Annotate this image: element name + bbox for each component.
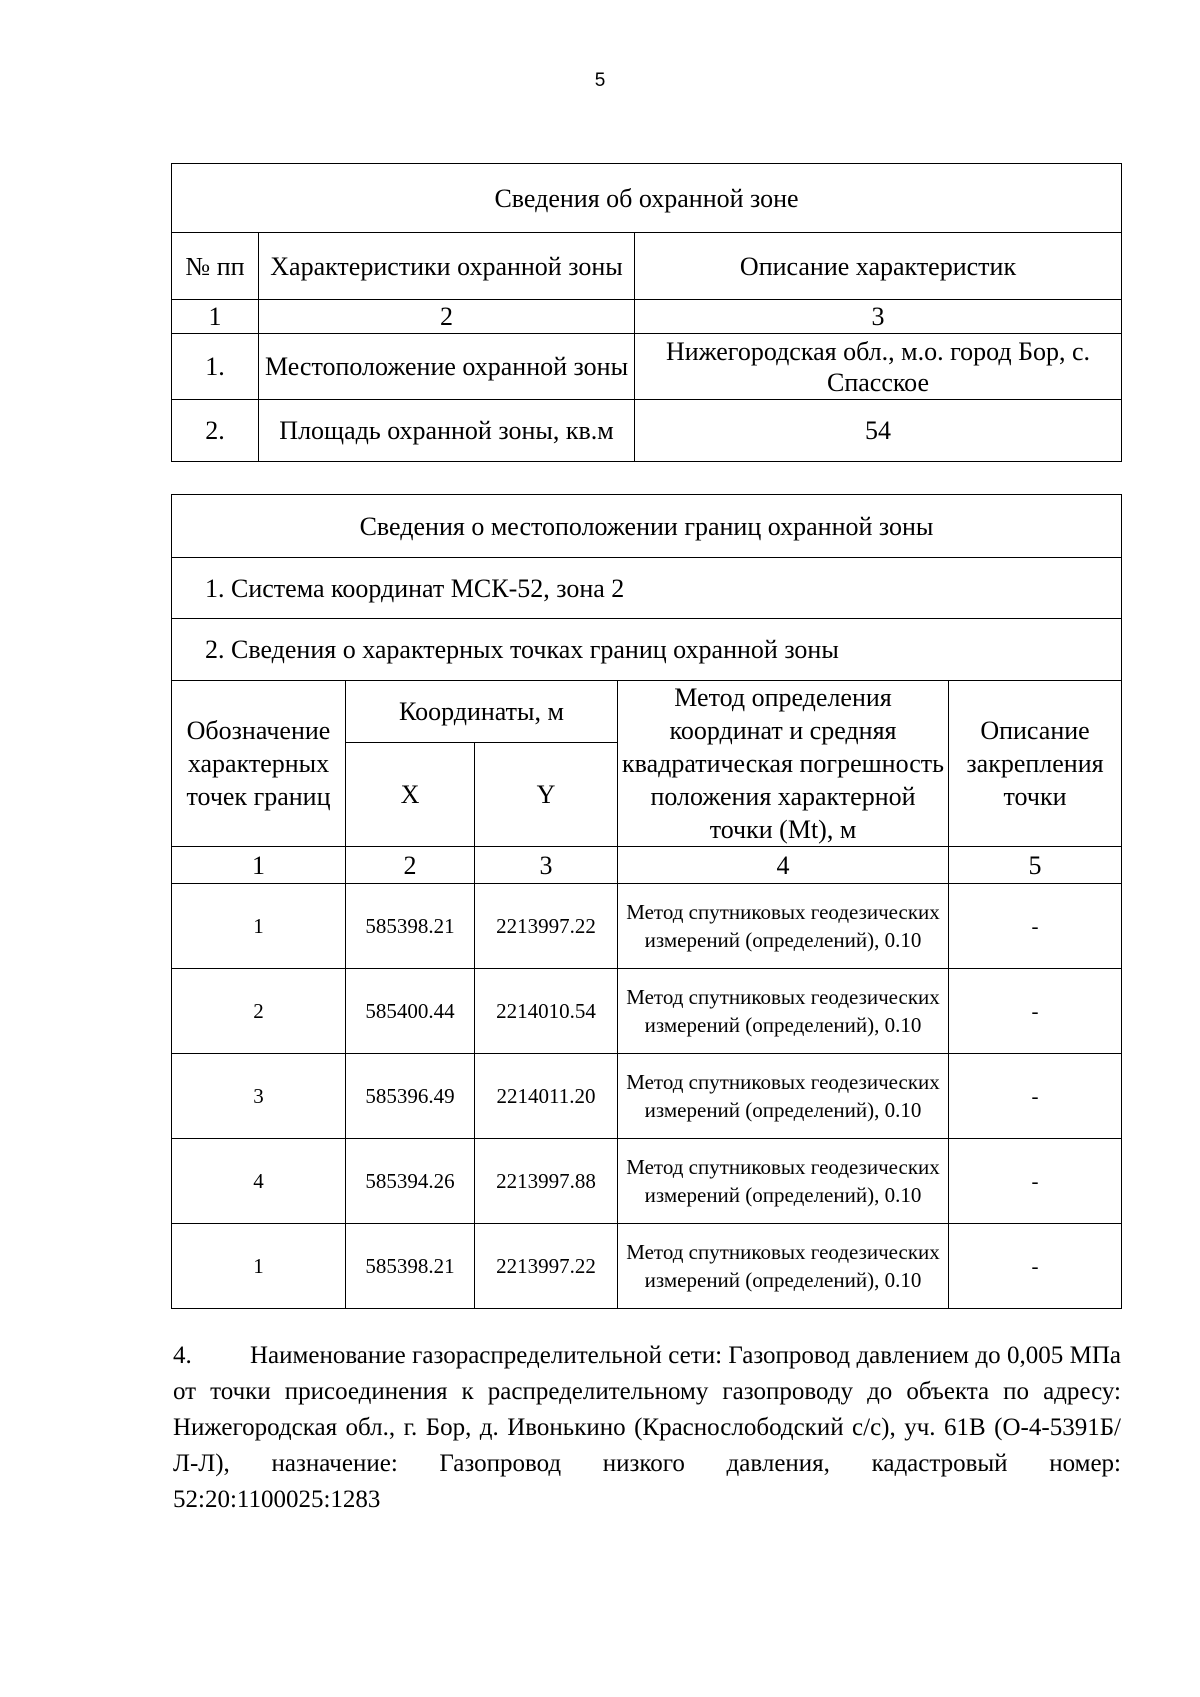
row-characteristic: Местоположение охранной зоны <box>259 334 635 400</box>
point-id: 4 <box>172 1139 346 1224</box>
column-number: 4 <box>618 847 949 884</box>
point-method: Метод спутниковых геодезических измерений (определений), 0.10 <box>618 884 949 969</box>
paragraph-number: 4. <box>173 1342 192 1369</box>
zone-table-title: Сведения об охранной зоне <box>172 164 1122 233</box>
row-description: Нижегородская обл., м.о. город Бор, с. Спасское <box>635 334 1122 400</box>
protection-zone-table <box>171 163 1122 462</box>
column-number: 5 <box>949 847 1122 884</box>
table-row <box>172 1139 1122 1224</box>
point-id: 1 <box>172 884 346 969</box>
points-section-title: 2. Сведения о характерных точках границ охранной зоны <box>172 619 1122 681</box>
column-number: 2 <box>346 847 475 884</box>
header-characteristic: Характеристики охранной зоны <box>259 233 635 300</box>
point-method: Метод спутниковых геодезических измерений (определений), 0.10 <box>618 1139 949 1224</box>
column-number: 1 <box>172 300 259 334</box>
point-id: 3 <box>172 1054 346 1139</box>
header-point: Обозначение характерных точек границ <box>172 681 346 847</box>
header-y: Y <box>475 743 618 847</box>
column-number: 3 <box>635 300 1122 334</box>
table-row <box>172 334 1122 400</box>
header-fixing: Описание закрепления точки <box>949 681 1122 847</box>
point-x: 585396.49 <box>346 1054 475 1139</box>
boundary-table-title: Сведения о местоположении границ охранной зоны <box>172 495 1122 558</box>
table-row <box>172 400 1122 462</box>
coordinate-system: 1. Система координат МСК-52, зона 2 <box>172 558 1122 619</box>
header-x: X <box>346 743 475 847</box>
point-fixing: - <box>949 969 1122 1054</box>
table-row <box>172 1054 1122 1139</box>
point-method: Метод спутниковых геодезических измерений (определений), 0.10 <box>618 969 949 1054</box>
point-id: 1 <box>172 1224 346 1309</box>
point-fixing: - <box>949 884 1122 969</box>
table-row <box>172 884 1122 969</box>
point-method: Метод спутниковых геодезических измерений (определений), 0.10 <box>618 1054 949 1139</box>
header-num: № пп <box>172 233 259 300</box>
point-y: 2213997.22 <box>475 884 618 969</box>
point-method: Метод спутниковых геодезических измерений (определений), 0.10 <box>618 1224 949 1309</box>
boundary-points-table <box>171 494 1122 1309</box>
header-method: Метод определения координат и средняя квадратическая погрешность положения характерной точки (Mt), м <box>618 681 949 847</box>
point-x: 585398.21 <box>346 884 475 969</box>
point-fixing: - <box>949 1224 1122 1309</box>
point-y: 2213997.88 <box>475 1139 618 1224</box>
column-number: 2 <box>259 300 635 334</box>
column-number: 3 <box>475 847 618 884</box>
point-fixing: - <box>949 1054 1122 1139</box>
network-description-paragraph <box>173 1338 1121 1518</box>
paragraph-text: Наименование газораспределительной сети: Газопровод давлением до 0,005 МПа от точки присоединения к распределительному газопроводу до объекта по адресу: Нижегородская обл., г. Бор, д. Ивонькино (Краснослободский с/с), уч. 61В (О-4-5391Б/Л-Л), назначение: Газопровод низкого давления, кадастровый номер: 52:20:1100025:1283 <box>173 1342 1121 1513</box>
point-y: 2214011.20 <box>475 1054 618 1139</box>
table-row <box>172 1224 1122 1309</box>
row-num: 2. <box>172 400 259 462</box>
column-number: 1 <box>172 847 346 884</box>
point-fixing: - <box>949 1139 1122 1224</box>
point-y: 2214010.54 <box>475 969 618 1054</box>
point-x: 585398.21 <box>346 1224 475 1309</box>
header-description: Описание характеристик <box>635 233 1122 300</box>
header-coordinates: Координаты, м <box>346 681 618 743</box>
row-description: 54 <box>635 400 1122 462</box>
page-number: 5 <box>594 70 606 91</box>
row-characteristic: Площадь охранной зоны, кв.м <box>259 400 635 462</box>
point-y: 2213997.22 <box>475 1224 618 1309</box>
point-id: 2 <box>172 969 346 1054</box>
point-x: 585394.26 <box>346 1139 475 1224</box>
point-x: 585400.44 <box>346 969 475 1054</box>
row-num: 1. <box>172 334 259 400</box>
table-row <box>172 969 1122 1054</box>
